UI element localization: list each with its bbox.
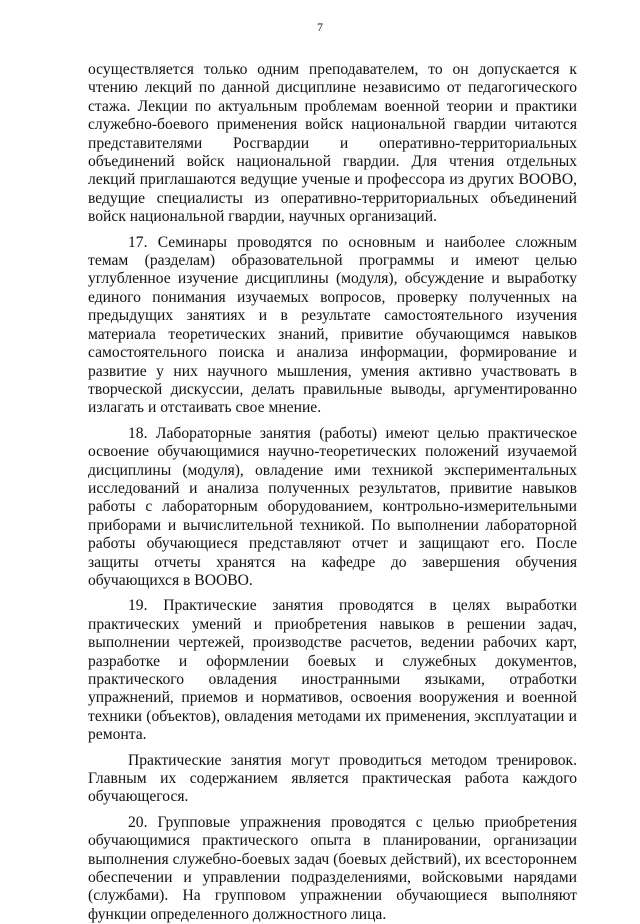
document-body — [88, 61, 577, 924]
paragraph-practical-training: Практические занятия могут проводиться методом тренировок. Главным их содержанием является практическая работа каждого обучающегося. — [88, 751, 577, 806]
paragraph-lectures-continued: осуществляется только одним преподавателем, то он допускается к чтению лекций по данной дисциплине независимо от педагогического стажа. Лекции по актуальным проблемам военной теории и практики служебно-боевого применения войск национальной гвардии читаются представителями Росгвардии и оперативно-территориальных объединений войск национальной гвардии. Для чтения отдельных лекций приглашаются ведущие ученые и профессора из других ВООВО, ведущие специалисты из оперативно-территориальных объединений войск национальной гвардии, научных организаций. — [88, 61, 577, 226]
paragraph-17-seminars: 17. Семинары проводятся по основным и наиболее сложным темам (разделам) образовательной программы и имеют целью углубленное изучение дисциплины (модуля), обсуждение и выработку единого понимания изучаемых вопросов, проверку полученных на предыдущих занятиях и в результате самостоятельного изучения материала теоретических знаний, привитие обучающимся навыков самостоятельного поиска и анализа информации, формирование и развитие у них научного мышления, умения активно участвовать в творческой дискуссии, делать правильные выводы, аргументированно излагать и отстаивать свое мнение. — [88, 233, 577, 417]
paragraph-18-laboratory: 18. Лабораторные занятия (работы) имеют целью практическое освоение обучающимися научно-теоретических положений изучаемой дисциплины (модуля), овладение ими техникой экспериментальных исследований и анализа полученных результатов, привитие навыков работы с лабораторным оборудованием, контрольно-измерительными приборами и вычислительной техникой. По выполнении лабораторной работы обучающиеся представляют отчет и защищают его. После защиты отчеты хранятся на кафедре до завершения обучения обучающихся в ВООВО. — [88, 424, 577, 589]
paragraph-19-practical: 19. Практические занятия проводятся в целях выработки практических умений и приобретения навыков в решении задач, выполнении чертежей, производстве расчетов, ведении рабочих карт, разработке и оформлении боевых и служебных документов, практического овладения иностранными языками, отработки упражнений, приемов и нормативов, освоения вооружения и военной техники (объектов), овладения методами их применения, эксплуатации и ремонта. — [88, 597, 577, 744]
paragraph-20-group-exercises: 20. Групповые упражнения проводятся с целью приобретения обучающимися практического опыта в планировании, организации выполнения служебно-боевых задач (боевых действий), их всестороннем обеспечении и управлении подразделениями, войсковыми нарядами (службами). На групповом упражнении обучающиеся выполняют функции определенного должностного лица. — [88, 813, 577, 923]
page-number: 7 — [317, 20, 323, 34]
